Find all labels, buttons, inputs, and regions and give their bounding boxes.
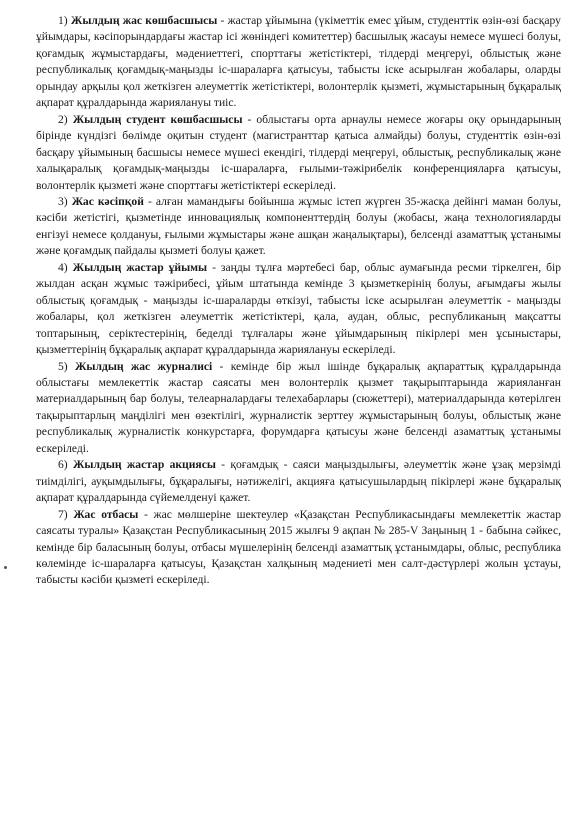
item-number: 1) <box>58 14 68 27</box>
item-title: Жылдың жастар ұйымы <box>72 260 208 274</box>
scan-speck <box>4 566 7 569</box>
criterion-1 <box>36 13 561 112</box>
item-body: облыстағы орта арнаулы немесе жоғары оқу орындарының бірінде күндізгі бөлімде оқитын студент (магистранттар қатыса алмайды) болуы, студенттік өзін-өзі басқару ұйымының басшысы немесе мүшесі екендігі, тілдерді меңгеруі, облыстық, республикалық және халықаралық қоғамдық-маңызды іс-шараларға, ғылыми-тәжірибелік конференцияларға қатысуы, волонтерлік қызметі және спорттағы жетістіктері ескеріледі. <box>36 112 561 192</box>
criterion-4 <box>36 260 561 359</box>
criterion-5 <box>36 359 561 458</box>
item-separator: - <box>215 458 231 472</box>
item-title: Жас кәсіпқой <box>71 194 144 208</box>
item-number: 7) <box>58 507 68 521</box>
item-separator: - <box>138 507 154 521</box>
item-number: 5) <box>58 359 68 373</box>
item-title: Жылдың студент көшбасшысы <box>72 112 243 126</box>
item-body: заңды тұлға мәртебесі бар, облыс аумағында ресми тіркелген, бір жылдан асқан жұмыс тәжірибесі, ұйым штатында кемінде 3 қызметкерінің болуы, ағымдағы жылы облыстық қоғамдық - маңызды іс-шараларды өткізуі, табысты іске асырылған әлеуметтік - маңызды жобалары, қол жеткізген әлеуметтік жетістіктері, қала, аудан, облыс, республиканың мақсатты топтарының, серіктестерінің, беделді тұлғалары және ұйымдарының пікірлері мен ұсыныстары, қызметтерінің бұқаралық ақпарат құралдарында жариялануы ескеріледі. <box>36 260 561 357</box>
item-separator: - <box>242 112 257 126</box>
criterion-6 <box>36 457 561 506</box>
item-separator: - <box>143 194 156 208</box>
item-body: алған мамандығы бойынша жұмыс істеп жүрген 35-жасқа дейінгі маман болуы, кәсіби жетістігі, қызметінде инновациялық компоненттердің болуы (жобасы, жаңа технологияларды енгізуі немесе қолдануы, ғылыми жұмыстары және ашқан жаңалықтары), белсенді азаматтық ұстанымы және қоғамдық пайдалы қызметі болуы қажет. <box>36 194 561 258</box>
criterion-2 <box>36 112 561 194</box>
item-title: Жылдың жас көшбасшысы <box>70 14 218 27</box>
item-number: 4) <box>58 260 68 274</box>
item-body: қоғамдық - саяси маңыздылығы, әлеуметтік және ұзақ мерзімді тиімділігі, ауқымдылығы, бұқаралығы, нәтижелігі, акцияға қатысушылардың пікірлері және бұқаралық ақпарат құралдарында сүйемелденуі қажет. <box>36 458 561 505</box>
item-title: Жылдың жас журналисі <box>74 359 213 373</box>
criteria-list <box>36 13 561 589</box>
criterion-3 <box>36 194 561 260</box>
item-title: Жылдың жастар акциясы <box>72 458 216 472</box>
item-body: кемінде бір жыл ішінде бұқаралық ақпараттық құралдарында облыстағы мемлекеттік жастар саясаты мен волонтерлік қызмет тақырыптарында жарияланған материалдарының бар болуы, телеарналардағы телехабарлары (сюжеттері), материалдарында көтерілген тақырыптарлың маңділігі мен өзектілігі, журналистік зерттеу жұмыстарының болуы, облыстық және республикалық журналистік конкурстарға, форумдарға қатысуы және белсенді азаматтық ұстанымы ескеріледі. <box>36 359 561 455</box>
item-number: 2) <box>58 112 68 126</box>
item-body: жастар ұйымына (үкіметтік емес ұйым, студенттік өзін-өзі басқару ұйымдары, кәсіпорындардағы жастар ісі жөніндегі комитеттер) басшылық жасауы немесе мүшесі болуы, қоғамдық жұмыстардағы, мәдениеттегі, спорттағы жетістіктері, тілдерді меңгеруі, облыстық және республикалық қоғамдық-маңызды іс-шараларға қатысуы, табысты іске асырылған жобалары, оларды орындау арқылы қол жеткізген әлеуметтік жетістіктері, волонтерлік қызметі, жұмыстарының бұқаралық ақпарат құралдарында жариялануы тиіс. <box>36 14 561 110</box>
item-separator: - <box>212 359 231 373</box>
item-separator: - <box>217 14 228 27</box>
item-title: Жас отбасы <box>73 507 139 521</box>
item-number: 3) <box>58 194 68 208</box>
item-number: 6) <box>58 458 68 472</box>
item-separator: - <box>207 260 221 274</box>
item-body: жас мөлшеріне шектеулер «Қазақстан Республикасындағы мемлекеттік жастар саясаты туралы» Қазақстан Республикасының 2015 жылғы 9 ақпан № 285-V Заңының 1 - бабына сәйкес, кемінде бір баласының болуы, отбасы мүшелерінің белсенді азаматтық ұстанымдары, облыс, республика көлемінде іс-шараларға қатысуы, Қазақстан халқының мәдениеті мен салт-дәстүрлері жолын ұстауы, табысты кәсіби қызметі ескеріледі. <box>36 507 561 587</box>
criterion-7 <box>36 507 561 589</box>
